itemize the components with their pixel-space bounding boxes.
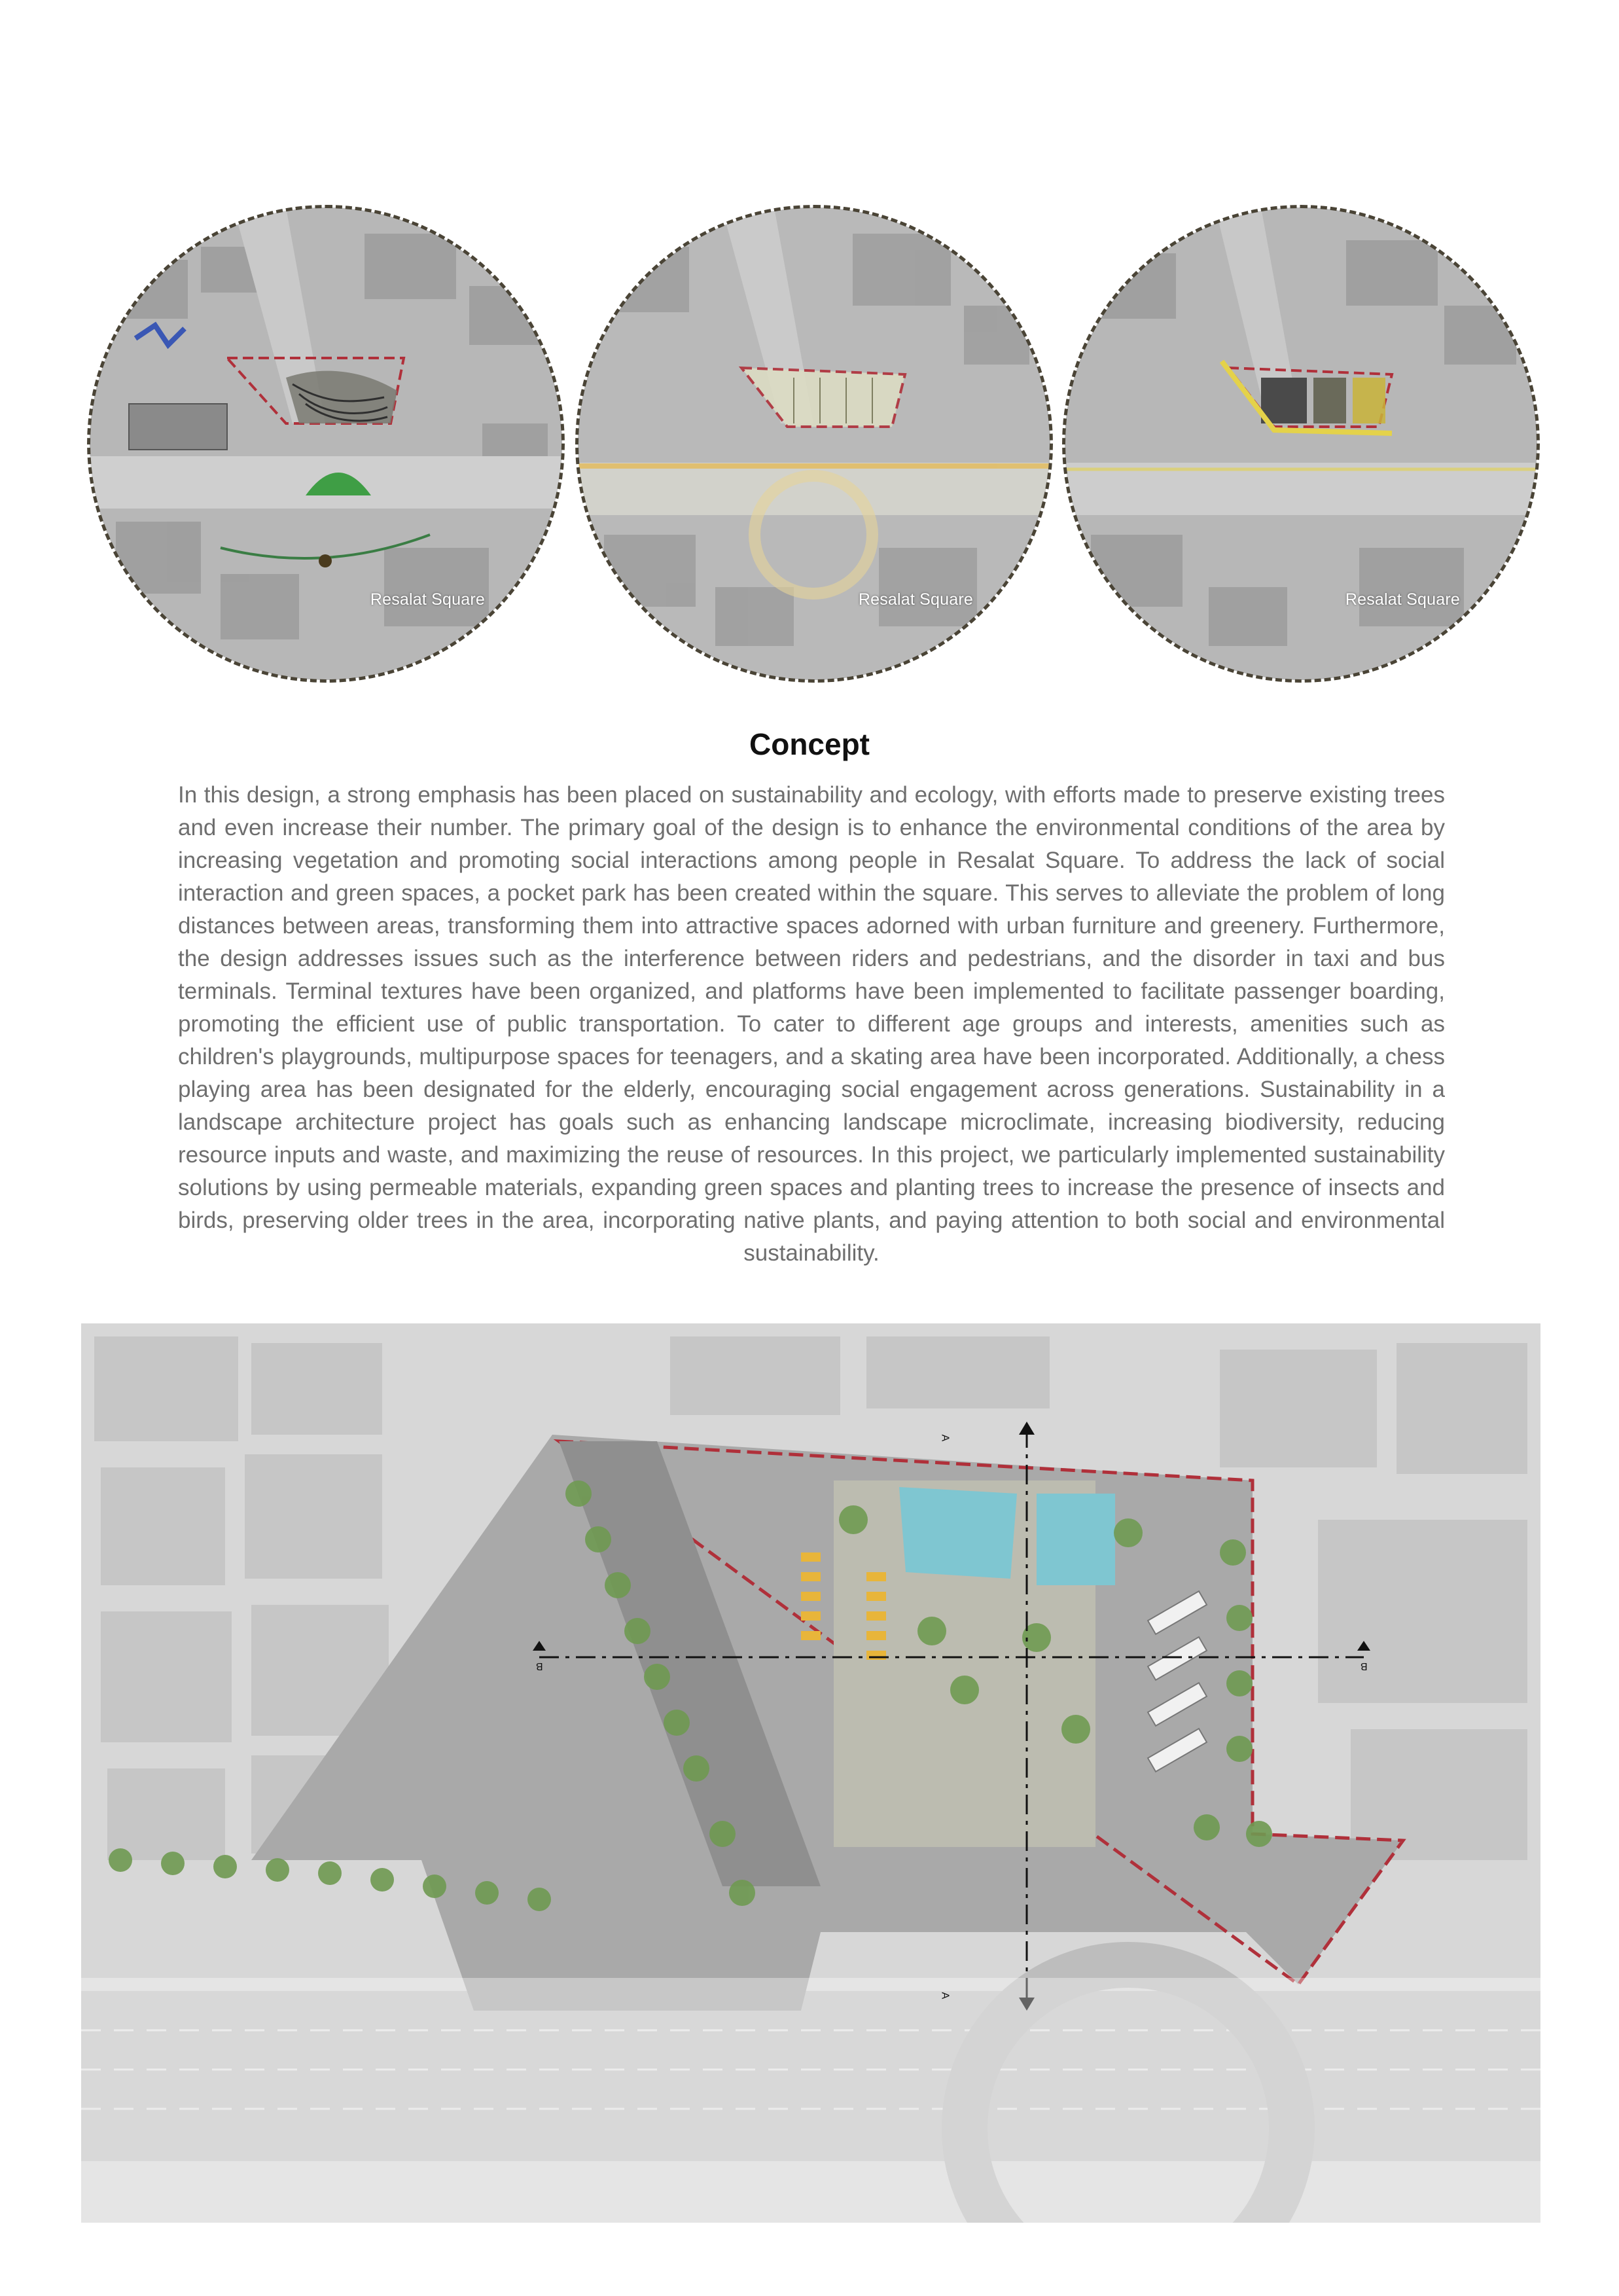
site-plan [81,1323,1540,2223]
concept-description: In this design, a strong emphasis has been placed on sustainability and ecology, with efforts made to preserve existing trees and even increase their number. The primary goal of the design is to enhance the environmental conditions of the area by increasing vegetation and promoting social interactions among people in Resalat Square. To address the lack of social interaction and green spaces, a pocket park has been created within the square. This serves to alleviate the problem of long distances between areas, transforming them into attractive spaces adorned with urban furniture and greenery. Furthermore, the design addresses issues such as the interference between riders and pedestrians, and the disorder in taxi and bus terminals. Terminal textures have been organized, and platforms have been implemented to facilitate passenger boarding, promoting the efficient use of public transportation. To cater to different age groups and interests, amenities such as children's playgrounds, multipurpose spaces for teenagers, and a skating area have been incorporated. Additionally, a chess playing area has been designated for the elderly, encouraging social engagement across generations. Sustainability in a landscape architecture project has goals such as enhancing landscape microclimate, increasing biodiversity, reducing resource inputs and waste, and maximizing the reuse of resources. In this project, we particularly implemented sustainability solutions by using permeable materials, expanding green spaces and planting trees to increase the presence of insects and birds, preserving older trees in the area, incorporating native plants, and paying attention to both social and environmental sustainability. [178,782,1445,1266]
circle-map-label: Resalat Square [370,590,485,609]
section-marker-b-right: B [1361,1660,1368,1672]
circle-map-label: Resalat Square [858,590,973,609]
section-marker-a-bottom: A [939,1992,951,2000]
concept-title: Concept [749,727,870,761]
dashed-circle-frame-2 [575,205,1053,683]
dashed-circle-frame-3 [1062,205,1540,683]
site-plan-drawing [81,1323,1540,2223]
circle-map-label: Resalat Square [1345,590,1460,609]
section-marker-a-top: A [939,1434,951,1442]
section-marker-b-left: B [536,1660,543,1672]
dashed-circle-frame-1 [87,205,565,683]
